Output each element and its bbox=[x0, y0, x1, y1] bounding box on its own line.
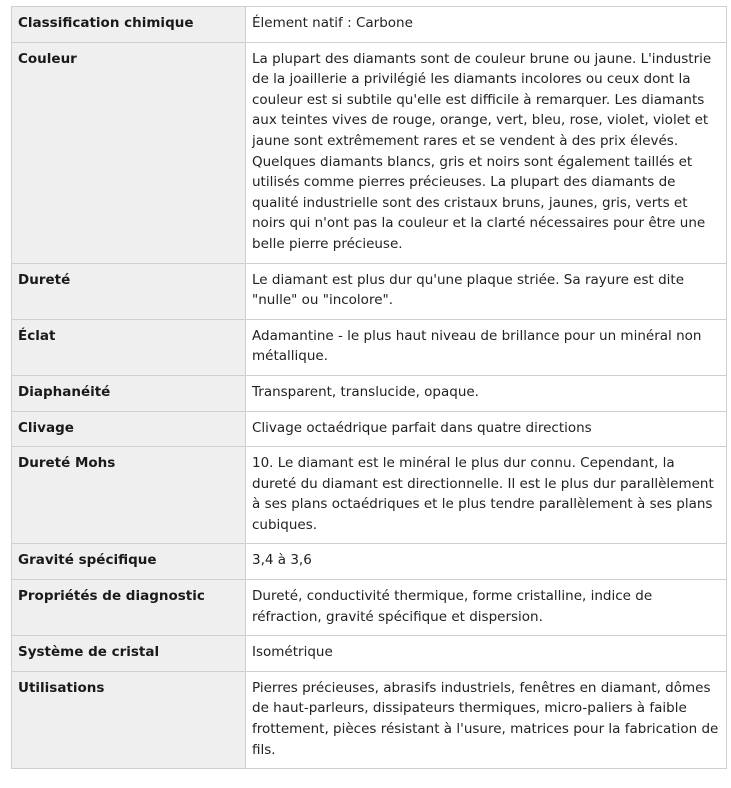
row-label: Dureté bbox=[12, 263, 246, 319]
table-row-crystal-system bbox=[12, 636, 727, 672]
row-label: Utilisations bbox=[12, 671, 246, 768]
row-label: Diaphanéité bbox=[12, 375, 246, 411]
table-row-uses bbox=[12, 671, 727, 768]
row-label: Classification chimique bbox=[12, 7, 246, 43]
table-row-luster bbox=[12, 319, 727, 375]
row-value: Adamantine - le plus haut niveau de brillance pour un minéral non métallique. bbox=[246, 319, 727, 375]
row-value: La plupart des diamants sont de couleur brune ou jaune. L'industrie de la joaillerie a privilégié les diamants incolores ou ceux dont la couleur est si subtile qu'elle est difficile à remarquer. Les diamants aux teintes vives de rouge, orange, vert, bleu, rose, violet, violet et jaune sont extrêmement rares et se vendent à des prix élevés. Quelques diamants blancs, gris et noirs sont également taillés et utilisés comme pierres précieuses. La plupart des diamants de qualité industrielle sont des cristaux bruns, jaunes, gris, verts et noirs qui n'ont pas la couleur et la clarté nécessaires pour être une belle pierre précieuse. bbox=[246, 42, 727, 263]
table-row-cleavage bbox=[12, 411, 727, 447]
table-row-streak bbox=[12, 263, 727, 319]
table-row-color bbox=[12, 42, 727, 263]
table-row-specific-gravity bbox=[12, 544, 727, 580]
row-label: Propriétés de diagnostic bbox=[12, 580, 246, 636]
table-row-diagnostic-properties bbox=[12, 580, 727, 636]
table-row-mohs-hardness bbox=[12, 447, 727, 544]
row-label: Clivage bbox=[12, 411, 246, 447]
row-label: Dureté Mohs bbox=[12, 447, 246, 544]
row-label: Couleur bbox=[12, 42, 246, 263]
row-value: Dureté, conductivité thermique, forme cristalline, indice de réfraction, gravité spécifique et dispersion. bbox=[246, 580, 727, 636]
row-value: Pierres précieuses, abrasifs industriels, fenêtres en diamant, dômes de haut-parleurs, dissipateurs thermiques, micro-paliers à faible frottement, pièces résistant à l'usure, matrices pour la fabrication de fils. bbox=[246, 671, 727, 768]
row-value: 10. Le diamant est le minéral le plus dur connu. Cependant, la dureté du diamant est directionnelle. Il est le plus dur parallèlement à ses plans octaédriques et le plus tendre parallèlement à ses plans cubiques. bbox=[246, 447, 727, 544]
row-label: Gravité spécifique bbox=[12, 544, 246, 580]
row-label: Éclat bbox=[12, 319, 246, 375]
table-row-diaphaneity bbox=[12, 375, 727, 411]
mineral-properties-table bbox=[11, 6, 727, 769]
row-label: Système de cristal bbox=[12, 636, 246, 672]
row-value: Clivage octaédrique parfait dans quatre directions bbox=[246, 411, 727, 447]
row-value: 3,4 à 3,6 bbox=[246, 544, 727, 580]
row-value: Isométrique bbox=[246, 636, 727, 672]
table-row-chemical-classification bbox=[12, 7, 727, 43]
row-value: Le diamant est plus dur qu'une plaque striée. Sa rayure est dite "nulle" ou "incolore". bbox=[246, 263, 727, 319]
row-value: Élement natif : Carbone bbox=[246, 7, 727, 43]
row-value: Transparent, translucide, opaque. bbox=[246, 375, 727, 411]
